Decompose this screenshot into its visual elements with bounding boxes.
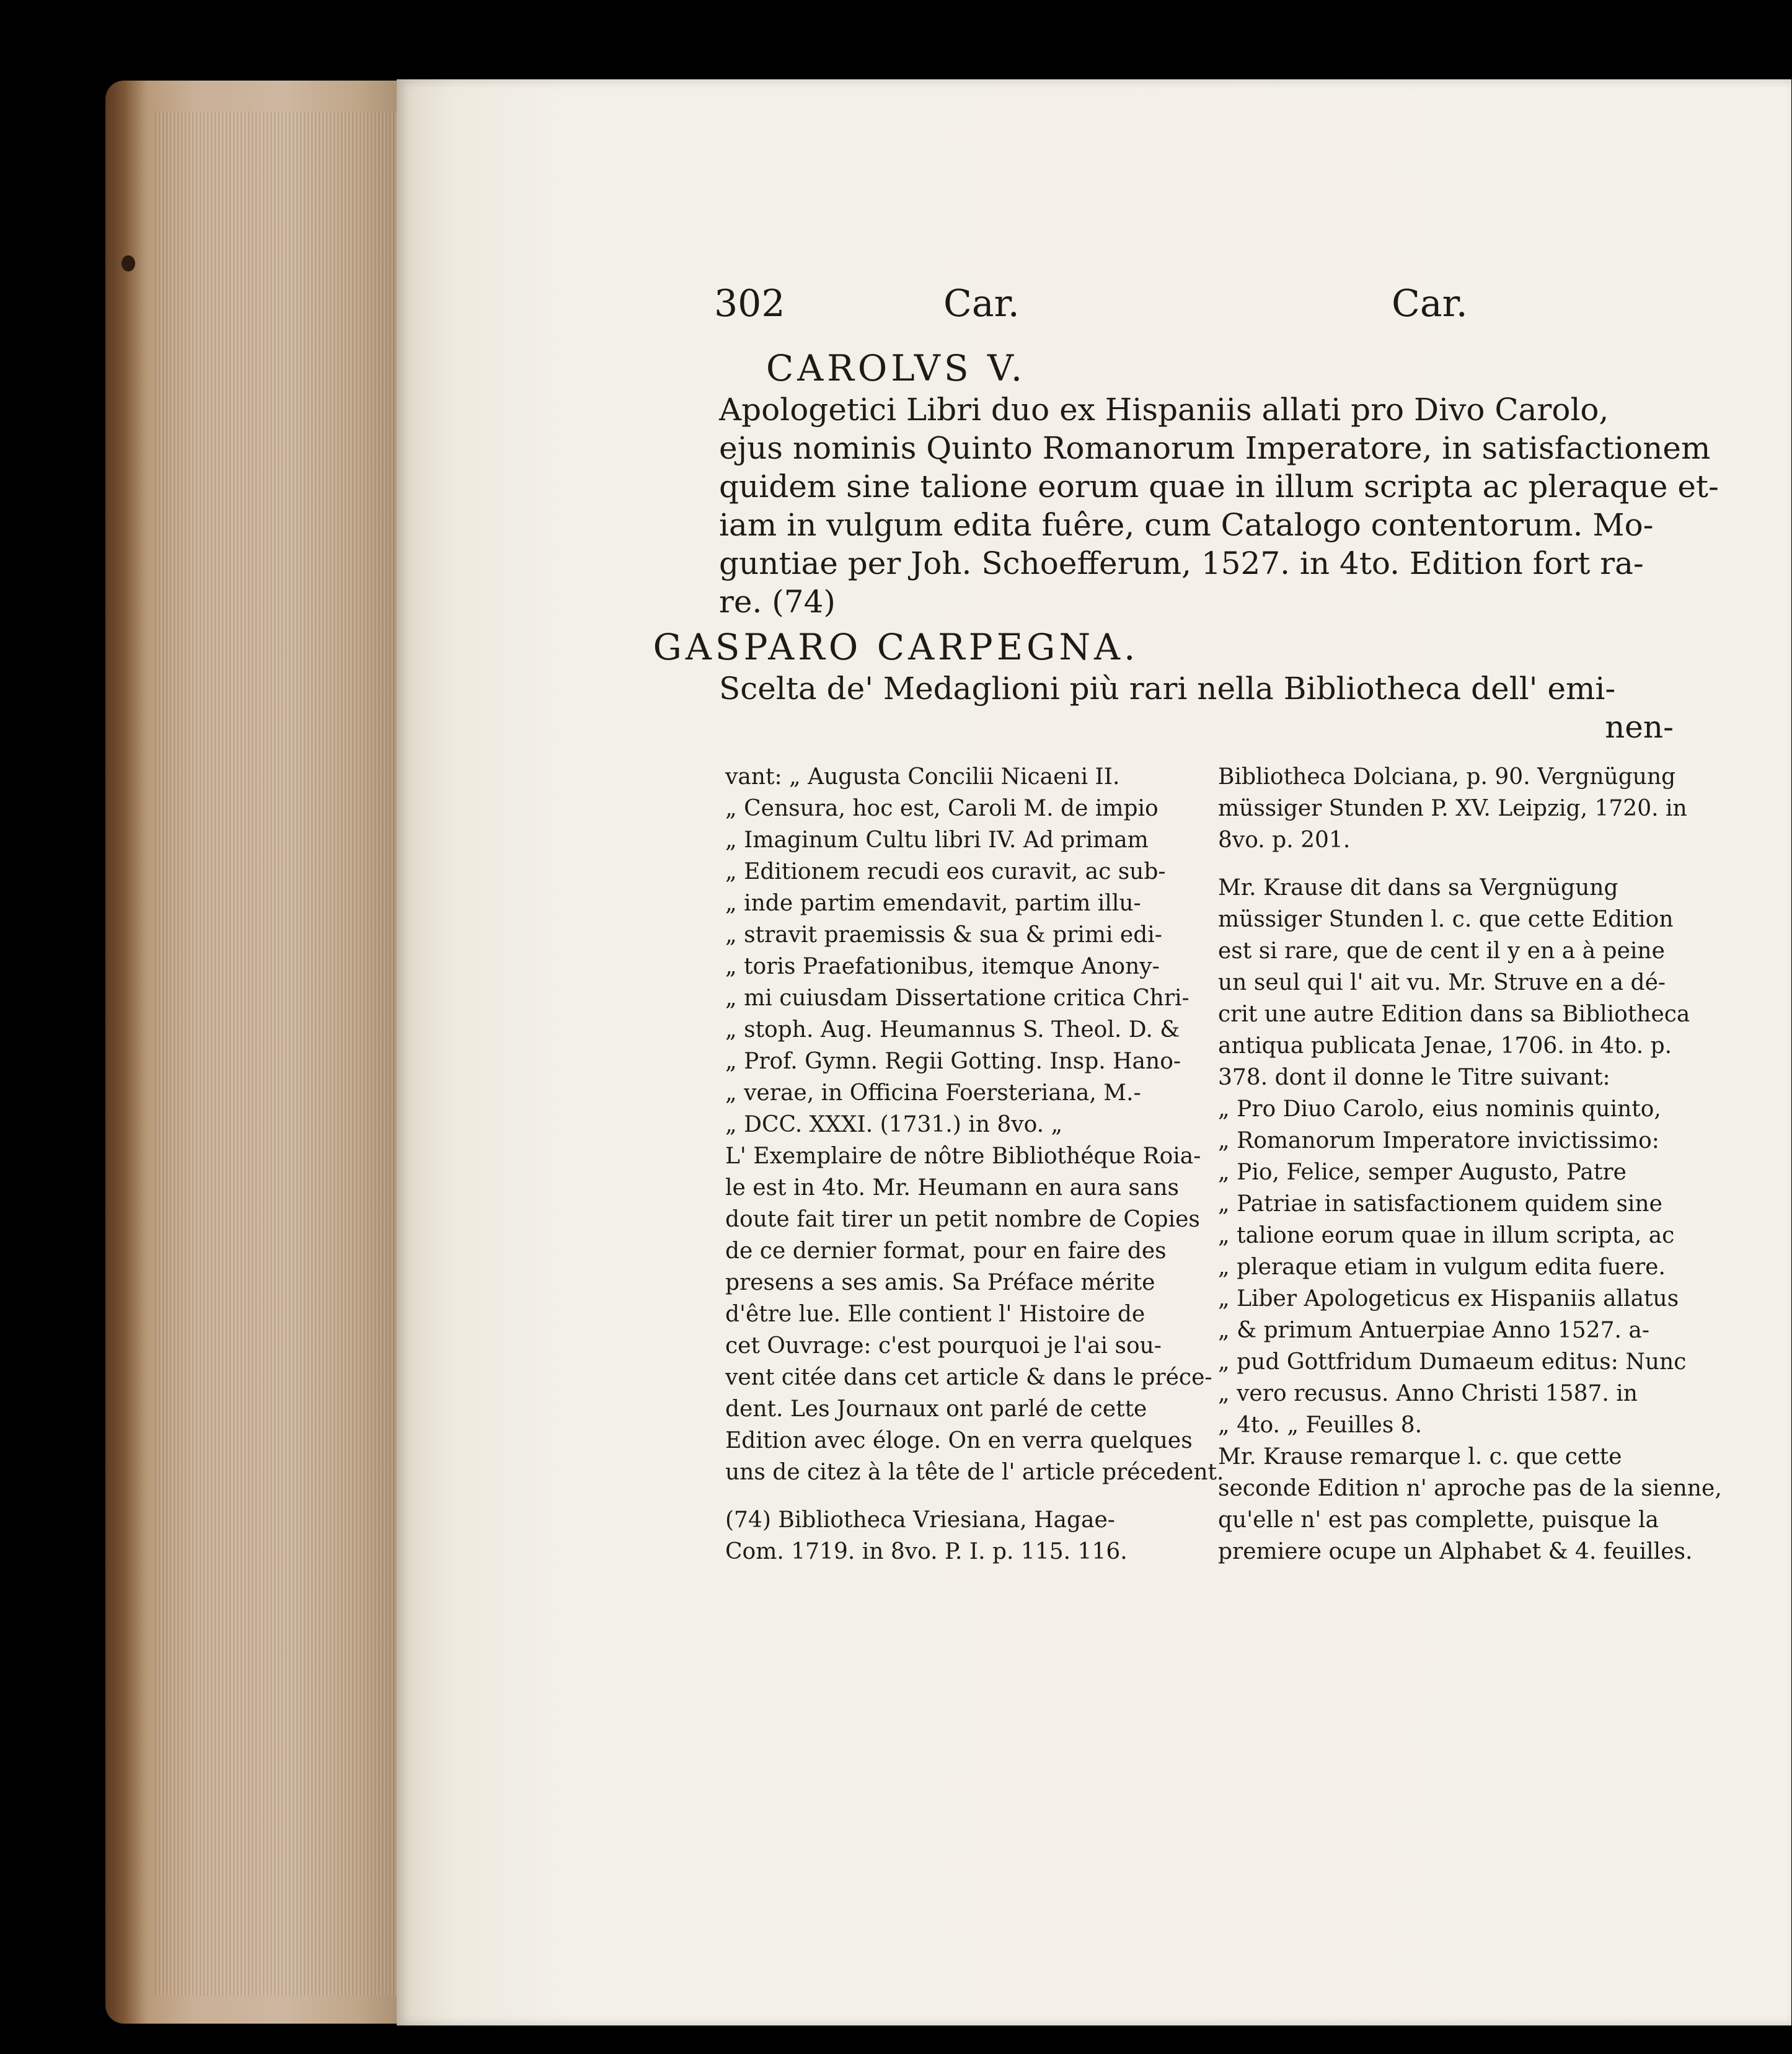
column-line: Bibliotheca Dolciana, p. 90. Vergnügung [1218, 764, 1676, 790]
column-line: d'être lue. Elle contient l' Histoire de [725, 1302, 1145, 1327]
column-line: Edition avec éloge. On en verra quelques [725, 1428, 1193, 1453]
column-line: „ Censura, hoc est, Caroli M. de impio [725, 796, 1159, 821]
column-line: seconde Edition n' aproche pas de la sienne, [1218, 1476, 1722, 1501]
column-line: crit une autre Edition dans sa Bibliotheca [1218, 1002, 1690, 1027]
column-line: „ stoph. Aug. Heumannus S. Theol. D. & [725, 1017, 1180, 1042]
entry-line: nen- [1605, 709, 1674, 745]
column-line: „ vero recusus. Anno Christi 1587. in [1218, 1381, 1638, 1406]
paragraph-gap [1218, 856, 1677, 872]
entry-line: re. (74) [719, 584, 836, 620]
column-line: 8vo. p. 201. [1218, 827, 1351, 853]
column-line: „ Romanorum Imperatore invictissimo: [1218, 1128, 1659, 1153]
entry-line: Apologetici Libri duo ex Hispaniis allati pro Divo Carolo, [719, 392, 1609, 428]
column-line: vent citée dans cet article & dans le préce- [725, 1365, 1212, 1390]
column-line: de ce dernier format, pour en faire des [725, 1238, 1167, 1264]
footnote-line: (74) Bibliotheca Vriesiana, Hagae- [725, 1507, 1115, 1533]
column-line: uns de citez à la tête de l' article précedent. [725, 1460, 1224, 1485]
column-line: „ toris Praefationibus, itemque Anony- [725, 954, 1160, 979]
column-line: Mr. Krause remarque l. c. que cette [1218, 1444, 1622, 1470]
footnote-line: Com. 1719. in 8vo. P. I. p. 115. 116. [725, 1539, 1128, 1564]
column-line: presens a ses amis. Sa Préface mérite [725, 1270, 1155, 1295]
column-line: „ Editionem recudi eos curavit, ac sub- [725, 859, 1166, 884]
entry-body-carpegna [719, 669, 1674, 746]
left-column [725, 761, 1224, 1567]
column-line: L' Exemplaire de nôtre Bibliothéque Roia- [725, 1144, 1201, 1169]
column-line: „ pud Gottfridum Dumaeum editus: Nunc [1218, 1349, 1687, 1375]
column-line: „ Patriae in satisfactionem quidem sine [1218, 1191, 1662, 1217]
column-line: premiere ocupe un Alphabet & 4. feuilles. [1218, 1539, 1693, 1564]
entry-line: iam in vulgum edita fuêre, cum Catalogo contentorum. Mo- [719, 507, 1654, 543]
entry-title-carolus: CAROLVS V. [766, 347, 1026, 389]
column-line: „ DCC. XXXI. (1731.) in 8vo. „ [725, 1112, 1063, 1137]
running-head-left: Car. [943, 282, 1020, 325]
spine-mark [121, 255, 135, 271]
entry-body-carolus [719, 390, 1719, 621]
column-line: müssiger Stunden P. XV. Leipzig, 1720. in [1218, 796, 1687, 821]
column-line: „ talione eorum quae in illum scripta, ac [1218, 1223, 1675, 1248]
column-line: 378. dont il donne le Titre suivant: [1218, 1065, 1610, 1090]
column-line: „ & primum Antuerpiae Anno 1527. a- [1218, 1318, 1649, 1343]
entry-line: ejus nominis Quinto Romanorum Imperatore, in satisfactionem [719, 430, 1711, 466]
column-line: „ pleraque etiam in vulgum edita fuere. [1218, 1254, 1666, 1280]
column-line: le est in 4to. Mr. Heumann en aura sans [725, 1175, 1179, 1201]
entry-line: guntiae per Joh. Schoefferum, 1527. in 4to. Edition fort ra- [719, 545, 1644, 581]
page-edge-texture [155, 112, 397, 1996]
column-line: un seul qui l' ait vu. Mr. Struve en a dé- [1218, 970, 1666, 995]
column-line: „ inde partim emendavit, partim illu- [725, 891, 1141, 916]
entry-line: Scelta de' Medaglioni più rari nella Bibliotheca dell' emi- [719, 671, 1616, 707]
column-line: antiqua publicata Jenae, 1706. in 4to. p. [1218, 1033, 1672, 1059]
column-line: doute fait tirer un petit nombre de Copies [725, 1207, 1200, 1232]
column-line: „ 4to. „ Feuilles 8. [1218, 1413, 1423, 1438]
page-number: 302 [714, 282, 785, 325]
column-line: qu'elle n' est pas complette, puisque la [1218, 1507, 1659, 1533]
column-line: „ Liber Apologeticus ex Hispaniis allatus [1218, 1286, 1679, 1311]
running-head-right: Car. [1392, 282, 1468, 325]
entry-title-carpegna: GASPARO CARPEGNA. [653, 626, 1139, 668]
column-line: „ stravit praemissis & sua & primi edi- [725, 922, 1162, 948]
column-line: müssiger Stunden l. c. que cette Edition [1218, 907, 1674, 932]
column-line: „ Imaginum Cultu libri IV. Ad primam [725, 827, 1149, 853]
right-column [1218, 761, 1722, 1567]
column-line: est si rare, que de cent il y en a à peine [1218, 938, 1665, 964]
column-line: Mr. Krause dit dans sa Vergnügung [1218, 875, 1618, 901]
column-line: dent. Les Journaux ont parlé de cette [725, 1396, 1147, 1422]
column-line: vant: „ Augusta Concilii Nicaeni II. [725, 764, 1120, 790]
entry-line: quidem sine talione eorum quae in illum scripta ac pleraque et- [719, 469, 1719, 505]
column-line: cet Ouvrage: c'est pourquoi je l'ai sou- [725, 1333, 1162, 1359]
column-line: „ Pio, Felice, semper Augusto, Patre [1218, 1160, 1626, 1185]
column-line: „ verae, in Officina Foersteriana, M.- [725, 1080, 1141, 1106]
column-line: „ mi cuiusdam Dissertatione critica Chri- [725, 985, 1190, 1011]
column-line: „ Prof. Gymn. Regii Gotting. Insp. Hano- [725, 1049, 1181, 1074]
footnote-gap [725, 1488, 1196, 1504]
column-line: „ Pro Diuo Carolo, eius nominis quinto, [1218, 1096, 1661, 1122]
